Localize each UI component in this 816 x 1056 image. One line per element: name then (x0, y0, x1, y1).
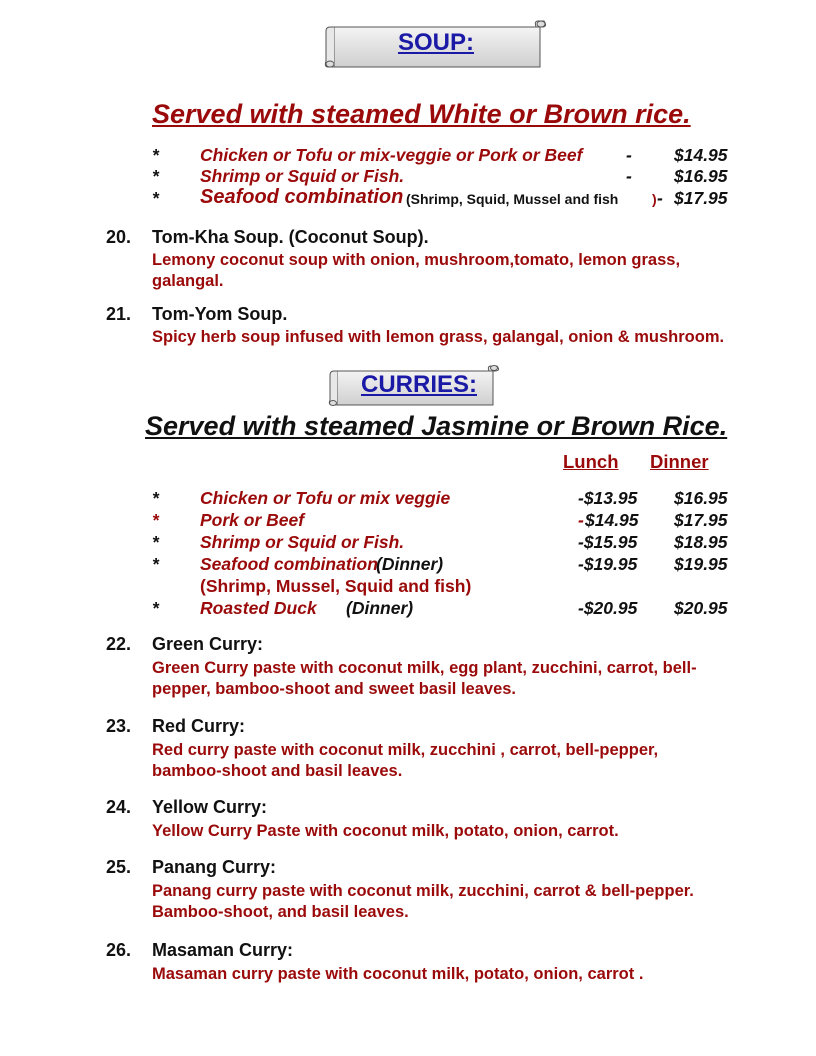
option-marker: * (152, 598, 159, 618)
item-name: Tom-Yom Soup. (152, 304, 288, 324)
option-marker: * (152, 510, 159, 530)
column-header-dinner: Dinner (650, 451, 709, 472)
option-suffix: (Dinner) (376, 554, 444, 574)
soup-option-row (152, 166, 752, 188)
item-number: 22. (106, 634, 132, 654)
curries-subtitle: Served with steamed Jasmine or Brown Rice. (145, 411, 728, 441)
item-name: Panang Curry: (152, 857, 277, 877)
item-number: 25. (106, 857, 132, 877)
item-name: Green Curry: (152, 634, 264, 654)
item-number: 26. (106, 940, 132, 960)
option-sub-note: (Shrimp, Mussel, Squid and fish) (200, 576, 472, 596)
item-description: Panang curry paste with coconut milk, zucchini, carrot & bell-pepper. Bamboo-shoot, and basil leaves. (152, 882, 694, 921)
item-description: Green Curry paste with coconut milk, egg plant, zucchini, carrot, bell-pepper, bamboo-shoot and sweet basil leaves. (152, 659, 697, 698)
item-name: Red Curry: (152, 716, 246, 736)
option-label: Chicken or Tofu or mix-veggie or Pork or Beef (200, 145, 583, 165)
option-dinner-price: $19.95 (674, 554, 728, 574)
option-lunch-price: -$13.95 (578, 488, 638, 508)
item-number: 23. (106, 716, 132, 736)
option-marker: * (152, 166, 159, 186)
soup-subtitle: Served with steamed White or Brown rice. (152, 99, 691, 129)
option-note: (Shrimp, Squid, Mussel and fish (406, 191, 619, 207)
item-description: Red curry paste with coconut milk, zucchini , carrot, bell-pepper, bamboo-shoot and basil leaves. (152, 741, 659, 780)
curry-option-row (152, 532, 752, 554)
option-label: Shrimp or Squid or Fish. (200, 532, 405, 552)
curry-option-row (152, 598, 752, 620)
option-dinner-price: $16.95 (674, 488, 728, 508)
item-description: Masaman curry paste with coconut milk, potato, onion, carrot . (152, 965, 644, 983)
curry-option-row (152, 554, 752, 598)
option-dash: - (657, 188, 663, 208)
option-lunch-dash: - (578, 510, 584, 530)
option-label: Seafood combination (200, 554, 378, 574)
curry-option-row (152, 510, 752, 532)
option-price: $17.95 (674, 188, 728, 208)
option-label: Roasted Duck (200, 598, 317, 618)
soup-banner (322, 17, 550, 73)
option-suffix: (Dinner) (346, 598, 414, 618)
option-label: Seafood combination (200, 186, 404, 208)
option-label: Shrimp or Squid or Fish. (200, 166, 405, 186)
option-dash: - (626, 145, 632, 165)
option-marker: * (152, 188, 159, 208)
option-dinner-price: $17.95 (674, 510, 728, 530)
item-number: 20. (106, 227, 132, 247)
item-description: Lemony coconut soup with onion, mushroom,tomato, lemon grass, galangal. (152, 251, 681, 290)
item-description: Spicy herb soup infused with lemon grass, galangal, onion & mushroom. (152, 328, 725, 346)
option-marker: * (152, 554, 159, 574)
option-lunch-price: -$19.95 (578, 554, 638, 574)
item-number: 21. (106, 304, 132, 324)
curries-banner-title: CURRIES: (360, 371, 477, 398)
item-description: Yellow Curry Paste with coconut milk, potato, onion, carrot. (152, 822, 619, 840)
option-label: Chicken or Tofu or mix veggie (200, 488, 451, 508)
option-dash: - (626, 166, 632, 186)
item-name: Masaman Curry: (152, 940, 294, 960)
option-price: $16.95 (674, 166, 728, 186)
option-marker: * (152, 145, 159, 165)
option-label: Pork or Beef (200, 510, 305, 530)
option-dinner-price: $20.95 (674, 598, 728, 618)
item-name: Yellow Curry: (152, 797, 268, 817)
curries-banner (327, 363, 503, 411)
soup-option-row (152, 186, 752, 212)
option-dinner-price: $18.95 (674, 532, 728, 552)
soup-banner-title: SOUP: (397, 29, 474, 56)
option-marker: * (152, 488, 159, 508)
item-number: 24. (106, 797, 132, 817)
item-name: Tom-Kha Soup. (Coconut Soup). (152, 227, 429, 247)
soup-option-row (152, 145, 752, 167)
option-lunch-price: -$15.95 (578, 532, 638, 552)
option-lunch-price: -$20.95 (578, 598, 638, 618)
option-marker: * (152, 532, 159, 552)
curry-option-row (152, 488, 752, 510)
option-price: $14.95 (674, 145, 728, 165)
option-note-close: ) (652, 191, 657, 207)
column-header-lunch: Lunch (563, 451, 619, 472)
option-lunch-price: $14.95 (585, 510, 639, 530)
